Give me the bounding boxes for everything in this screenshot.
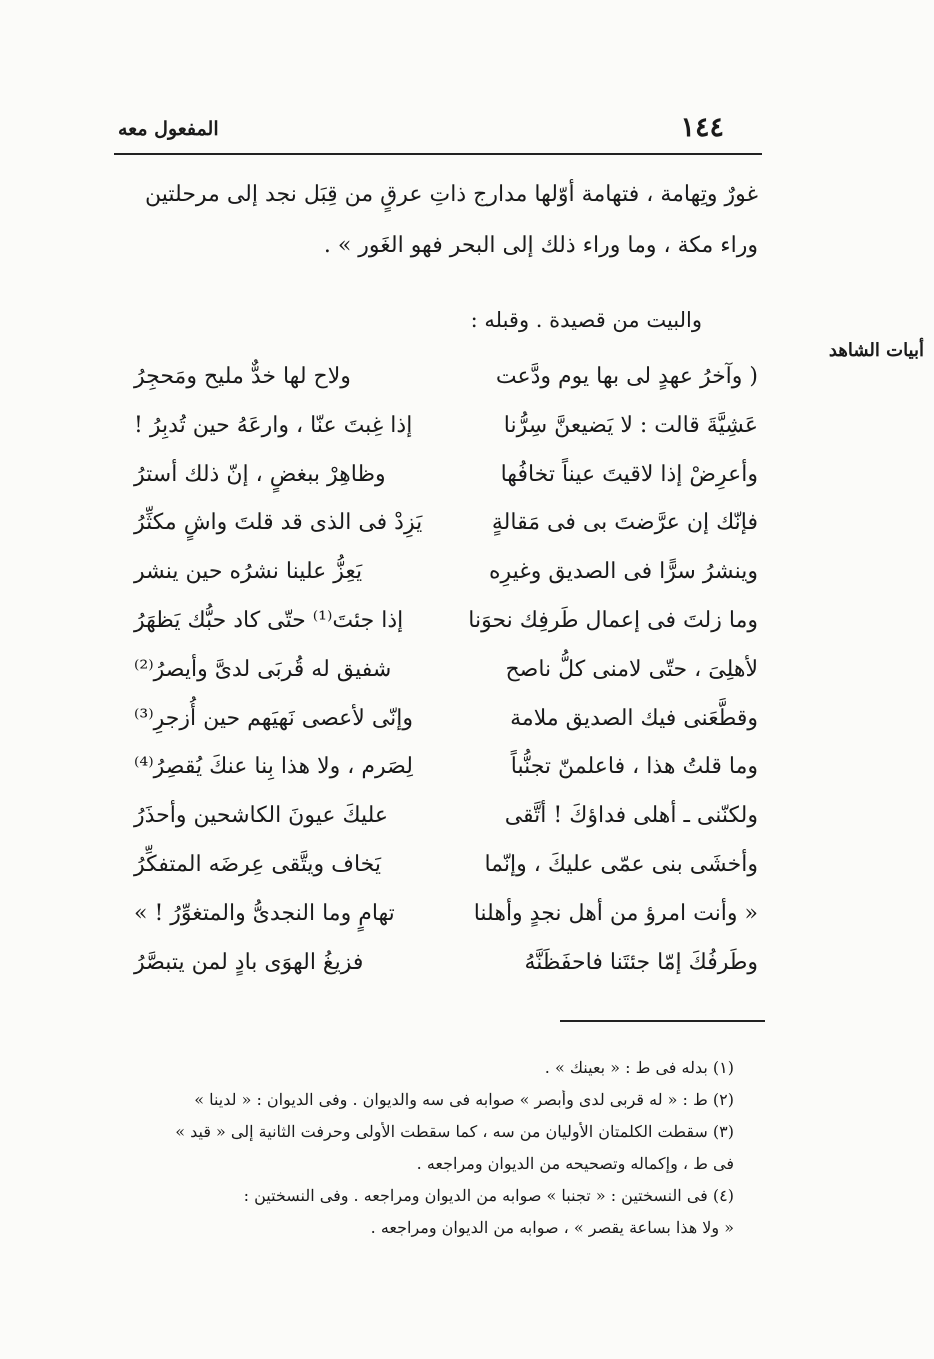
verse-second-hemistich: عليكَ عيونَ الكاشحين وأحذَرُ <box>134 803 389 829</box>
verse-first-hemistich: وينشرُ سرًّا فى الصديق وغيرِه <box>488 559 758 585</box>
verse-first-hemistich: وما قلتُ هذا ، فاعلمنّ تجنُّباً <box>510 754 758 780</box>
running-head: المفعول معه <box>118 118 219 140</box>
verse-second-hemistich: إذا جئتَ⁽¹⁾ حتّى كاد حبُّك يَظهَرُ <box>134 607 404 633</box>
verse-first-hemistich: « وأنت امرؤ من أهل نجدٍ وأهلنا <box>473 900 758 926</box>
verse-row <box>118 852 758 901</box>
verse-row <box>118 754 758 803</box>
verse-first-hemistich: فإنّك إن عرَّضتَ بى فى مَقالةٍ <box>491 510 758 536</box>
verse-second-hemistich: شفيق له قُربَى لدىَّ وأيصرُ⁽²⁾ <box>134 656 392 682</box>
verse-second-hemistich: يَخاف ويتَّقى عِرضَه المتفكِّرُ <box>134 851 381 877</box>
verse-row <box>118 462 758 511</box>
margin-note: أبيات الشاهد <box>828 340 924 361</box>
verse-row <box>118 803 758 852</box>
verse-intro: والبيت من قصيدة . وقبله : <box>470 308 702 332</box>
page-number: ١٤٤ <box>680 112 724 143</box>
verse-row <box>118 901 758 950</box>
intro-line-1: غورٌ وتِهامة ، فتهامة أوّلها مدارج ذاتِ عرقٍ من قِبَل نجد إلى مرحلتين <box>145 182 758 207</box>
verse-row <box>118 706 758 755</box>
verse-second-hemistich: يَعِزُّ علينا نشرُه حين ينشر <box>134 559 363 585</box>
verse-row <box>118 950 758 999</box>
header-rule <box>114 153 762 155</box>
verse-row <box>118 413 758 462</box>
verse-first-hemistich: وطَرفُكَ إمّا جئتَنا فاحفَظَنَّهُ <box>524 949 758 975</box>
verse-row <box>118 364 758 413</box>
verse-second-hemistich: وظاهِرْ ببغضٍ ، إنّ ذلك أسترُ <box>134 461 386 487</box>
verse-row <box>118 657 758 706</box>
verse-first-hemistich: ولكنّنى ـ أهلى فداؤكَ ! أتَّقى <box>504 803 758 829</box>
footnotes <box>138 1058 734 1250</box>
verse-second-hemistich: فزيغُ الهوَى بادٍ لمن يتبصَّرُ <box>134 949 364 975</box>
poem <box>118 364 758 998</box>
verse-second-hemistich: ولاح لها خدٌّ مليح ومَحجِرُ <box>134 364 351 389</box>
verse-row <box>118 559 758 608</box>
intro-line-2: وراء مكة ، وما وراء ذلك إلى البحر فهو الغَور » . <box>323 233 758 258</box>
footnote-rule <box>560 1020 765 1022</box>
footnote-line: (٣) سقطت الكلمتان الأوليان من سه ، كما سقطت الأولى وحرفت الثانية إلى « قيد » <box>175 1122 734 1141</box>
verse-first-hemistich: لأهلِىَ ، حتّى لامنى كلُّ ناصح <box>505 656 758 682</box>
verse-second-hemistich: إذا غِبتَ عنّا ، وارعَهُ حين تُدبِرُ ! <box>134 412 413 438</box>
verse-first-hemistich: وقطَّعَنى فيك الصديق ملامة <box>510 705 758 731</box>
verse-first-hemistich: وأعرِضْ إذا لاقيتَ عيناً تخافُها <box>500 461 758 487</box>
footnote-line: (٢) ط : « له قربى لدى وأبصر » صوابه فى سه والديوان . وفى الديوان : « لدينا » <box>194 1090 734 1109</box>
verse-second-hemistich: وإنّى لأعصى نَهيَهم حين أُزجرِ⁽³⁾ <box>134 705 414 731</box>
verse-row <box>118 608 758 657</box>
verse-second-hemistich: لِصَرم ، ولا هذا بِنا عنكَ يُقصِرُ⁽⁴⁾ <box>134 754 413 780</box>
footnote-line: « ولا هذا بساعة يقصر » ، صوابه من الديوان ومراجعه . <box>370 1218 734 1237</box>
verse-second-hemistich: تهامٍ وما النجدىُّ والمتغوِّرُ ! » <box>134 900 395 926</box>
verse-first-hemistich: ( وآخرُ عهدٍ لى بها يوم ودَّعت <box>495 364 758 389</box>
verse-first-hemistich: عَشِيَّةَ قالت : لا يَضيعنَّ سِرُّنا <box>503 412 758 438</box>
verse-second-hemistich: يَزِدْ فى الذى قد قلتَ واشٍ مكثِّرُ <box>134 510 423 536</box>
footnote-line: (٤) فى النسختين : « تجنبا » صوابه من الديوان ومراجعه . وفى النسختين : <box>243 1186 734 1205</box>
verse-first-hemistich: وما زلتَ فى إعمال طَرفِك نحوَنا <box>468 607 758 633</box>
verse-row <box>118 510 758 559</box>
footnote-line: (١) بدله فى ط : « بعينك » . <box>544 1058 734 1077</box>
verse-first-hemistich: وأخشَى بنى عمّى عليكَ ، وإنّما <box>484 851 758 877</box>
footnote-line: فى ط ، وإكماله وتصحيحه من الديوان ومراجعه . <box>416 1154 734 1173</box>
